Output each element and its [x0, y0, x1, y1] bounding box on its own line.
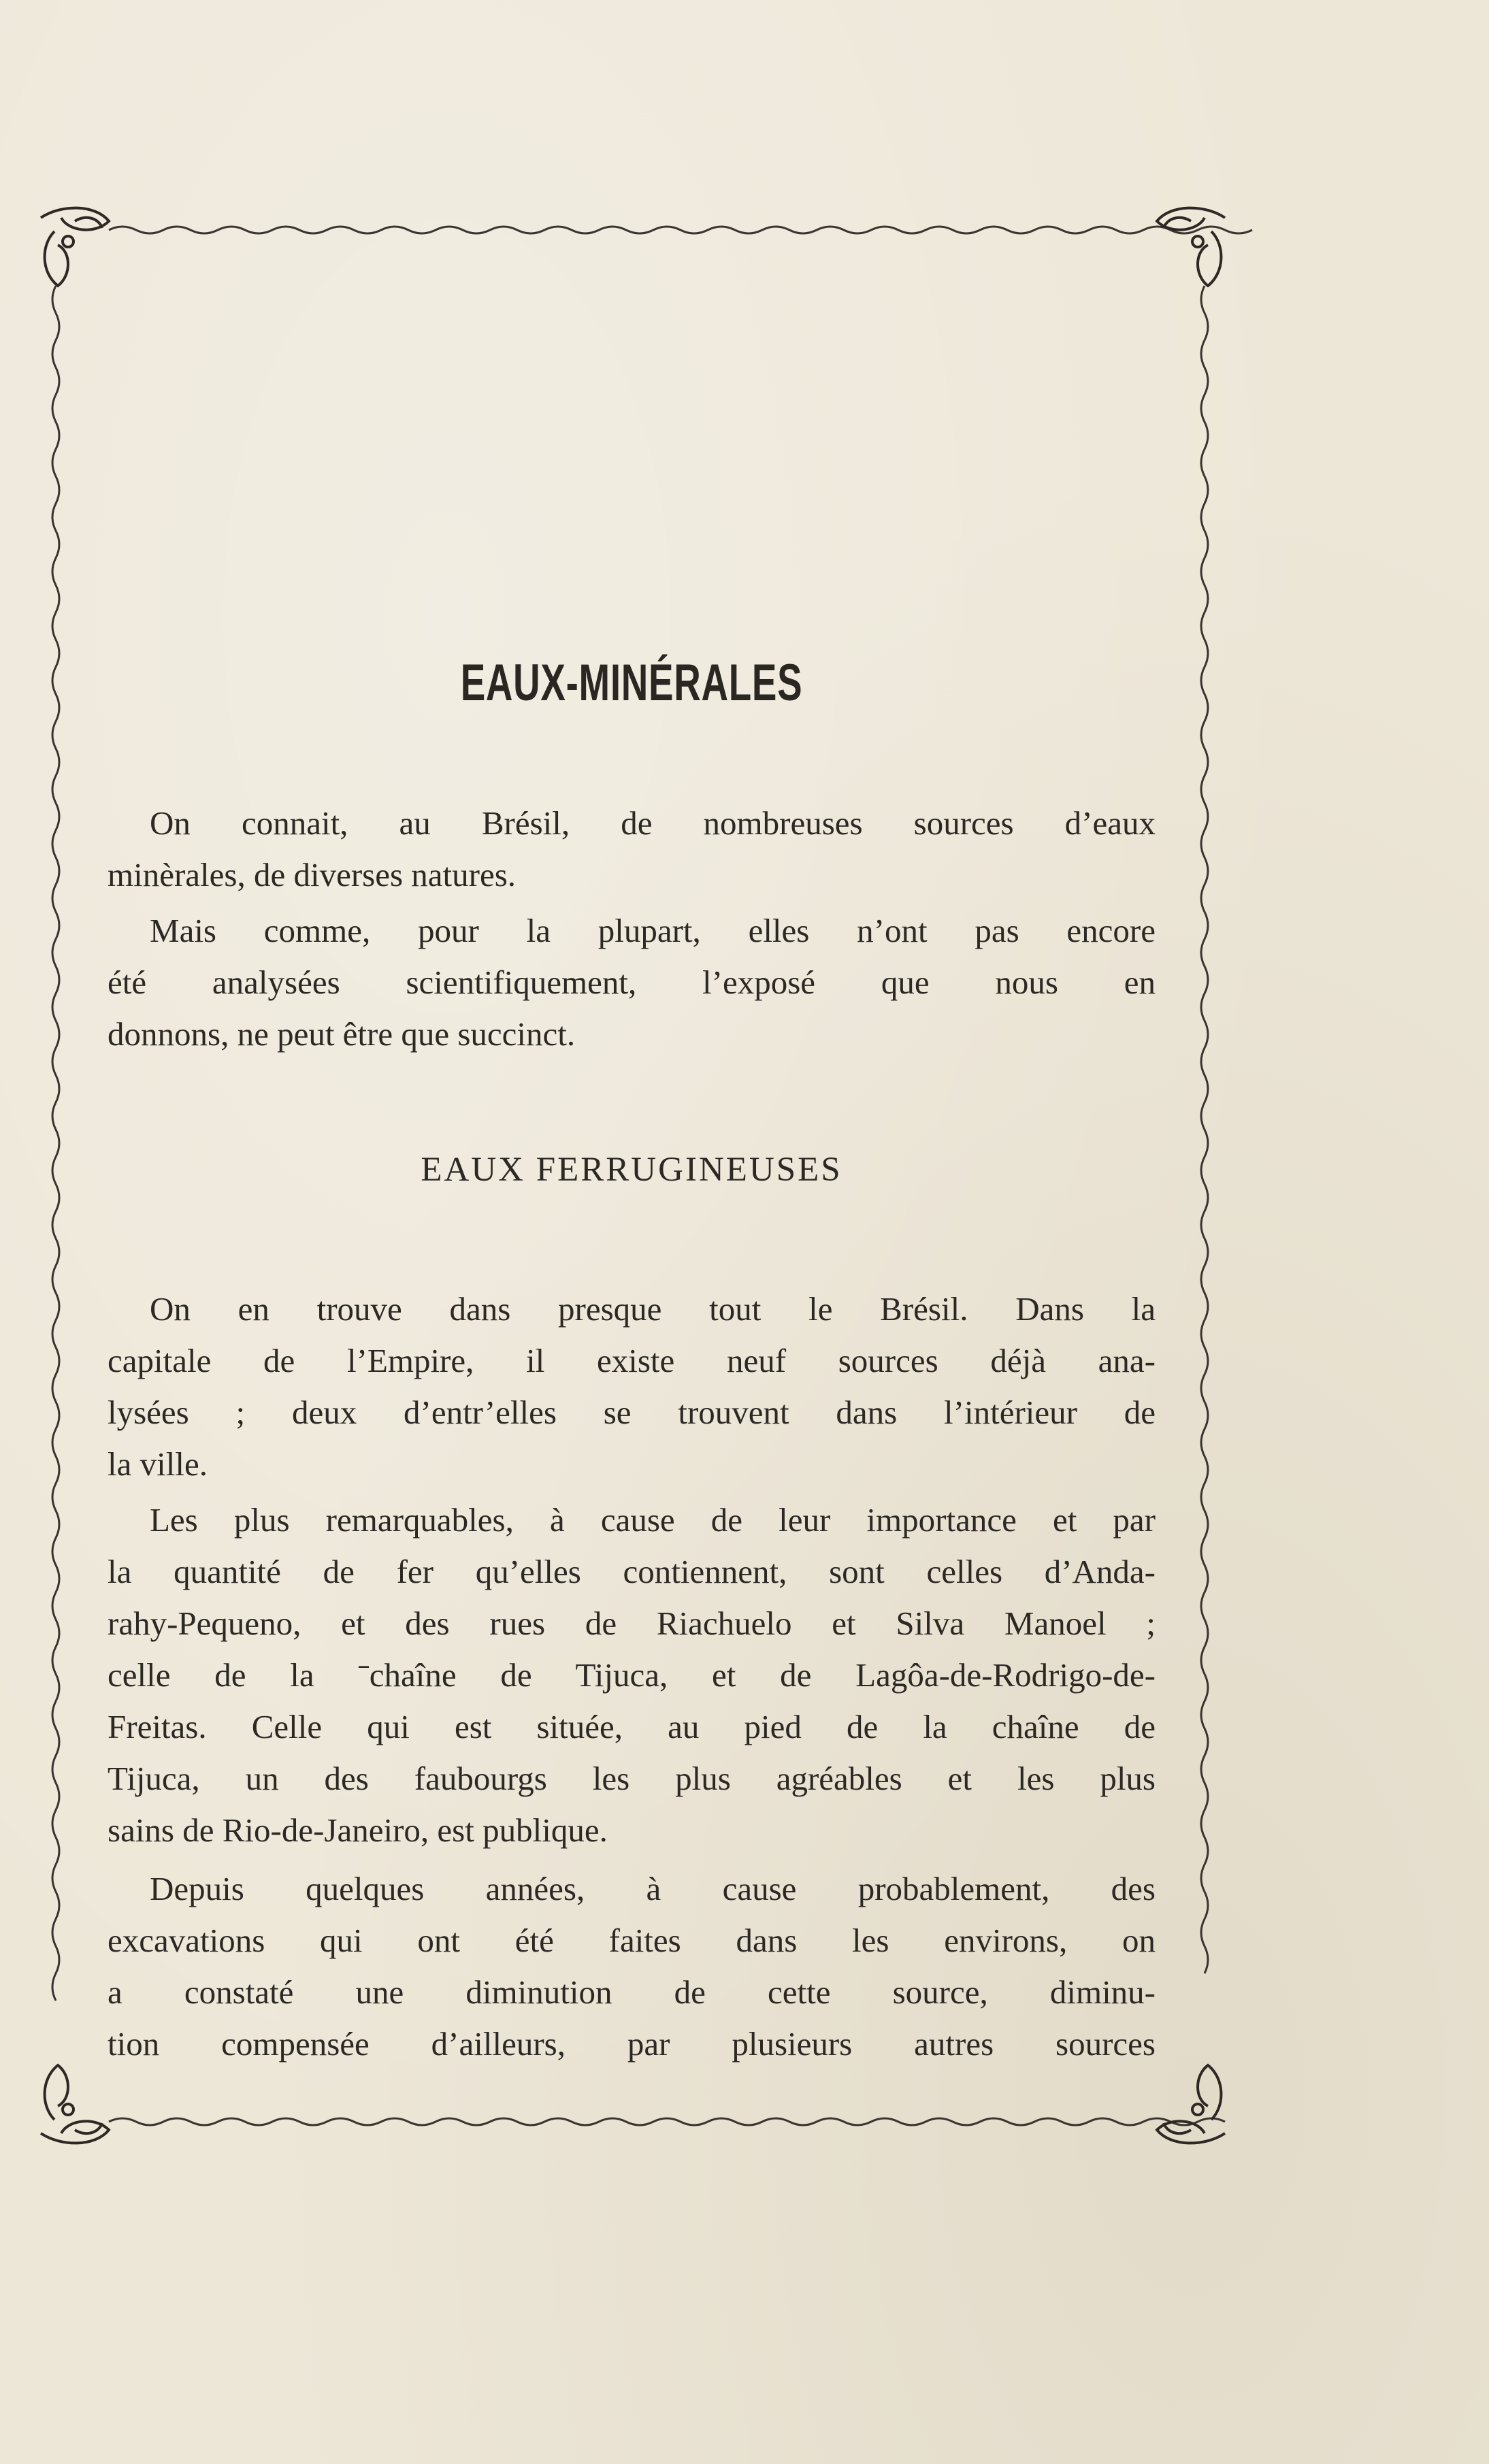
- intro-paragraph-2: [108, 905, 1156, 1060]
- corner-ornament-bottom-right: [1157, 2065, 1225, 2143]
- text-line: Tijuca, un des faubourgs les plus agréables et les plus: [108, 1760, 1156, 1797]
- corner-ornament-top-right: [1157, 208, 1225, 286]
- paragraph-3: [108, 1863, 1156, 2070]
- paragraph-2: [108, 1494, 1156, 1856]
- text-line: rahy-Pequeno, et des rues de Riachuelo et Silva Manoel ;: [108, 1605, 1156, 1642]
- text-line: donnons, ne peut être que succinct.: [108, 1015, 576, 1053]
- text-line: excavations qui ont été faites dans les environs, on: [108, 1922, 1156, 1959]
- border-left: [52, 286, 59, 2001]
- text-line: minèrales, de diverses natures.: [108, 856, 517, 893]
- border-bottom: [109, 2118, 1225, 2125]
- intro-paragraph: [108, 798, 1156, 901]
- corner-ornament-bottom-left: [41, 2065, 109, 2143]
- text-line: la ville.: [108, 1445, 208, 1483]
- text-line: tion compensée d’ailleurs, par plusieurs autres sources: [108, 2025, 1156, 2063]
- text-line: a constaté une diminution de cette source, diminu-: [108, 1973, 1156, 2011]
- text-line: Freitas. Celle qui est située, au pied de la chaîne de: [108, 1708, 1156, 1745]
- text-line: été analysées scientifiquement, l’exposé que nous en: [108, 964, 1156, 1001]
- text-line: Depuis quelques années, à cause probablement, des: [150, 1870, 1156, 1907]
- text-line: Mais comme, pour la plupart, elles n’ont pas encore: [150, 912, 1156, 949]
- text-line: On en trouve dans presque tout le Brésil. Dans la: [150, 1290, 1156, 1328]
- text-line: la quantité de fer qu’elles contiennent, sont celles d’Anda-: [108, 1553, 1156, 1590]
- text-line: Les plus remarquables, à cause de leur importance et par: [150, 1501, 1156, 1539]
- text-line: capitale de l’Empire, il existe neuf sources déjà ana-: [108, 1342, 1156, 1379]
- text-line: sains de Rio-de-Janeiro, est publique.: [108, 1811, 608, 1849]
- page-title: EAUX-MINÉRALES: [460, 654, 803, 712]
- section-title: EAUX FERRUGINEUSES: [421, 1151, 842, 1189]
- border-right: [1201, 286, 1208, 1973]
- text-line: lysées ; deux d’entr’elles se trouvent dans l’intérieur de: [108, 1394, 1156, 1431]
- corner-ornament-top-left: [41, 208, 109, 286]
- text-line: On connait, au Brésil, de nombreuses sources d’eaux: [150, 804, 1156, 842]
- border-top: [109, 227, 1252, 233]
- text-line: celle de la ˉchaîne de Tijuca, et de Lagôa-de-Rodrigo-de-: [108, 1656, 1156, 1694]
- paragraph-1: [108, 1283, 1156, 1490]
